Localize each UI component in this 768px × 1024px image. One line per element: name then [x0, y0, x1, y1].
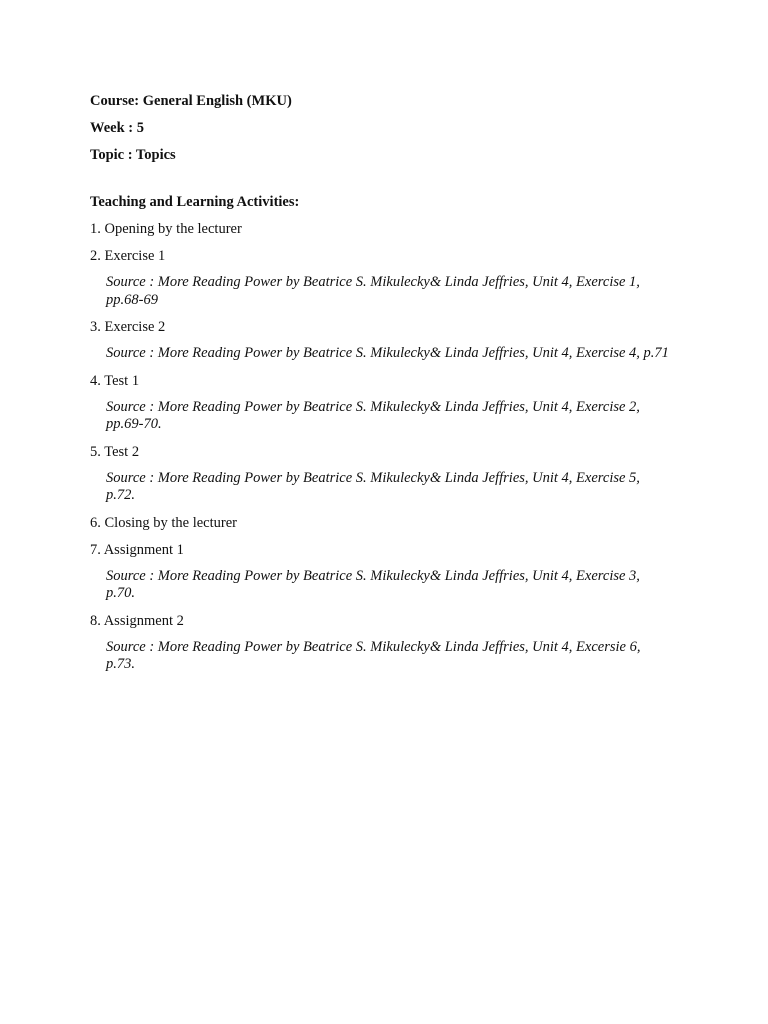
- activity-title: 5. Test 2: [90, 443, 140, 460]
- activity-item: [90, 372, 680, 434]
- activity-item: [90, 443, 680, 505]
- activity-item: [90, 247, 680, 309]
- activity-item: [90, 612, 680, 674]
- topic-line: Topic : Topics: [90, 147, 176, 163]
- document-page: [90, 92, 680, 683]
- course-line: Course: General English (MKU): [90, 93, 292, 109]
- activity-source: Source : More Reading Power by Beatrice S. Mikulecky& Linda Jeffries, Unit 4, Excersie 6, p.73.: [106, 638, 641, 672]
- activity-item: [90, 318, 680, 363]
- activity-item: [90, 514, 680, 532]
- activity-source: Source : More Reading Power by Beatrice S. Mikulecky& Linda Jeffries, Unit 4, Exercise 2, pp.69-70.: [106, 398, 640, 432]
- section-heading: Teaching and Learning Activities:: [90, 194, 300, 210]
- activity-item: [90, 220, 680, 238]
- activity-source: Source : More Reading Power by Beatrice S. Mikulecky& Linda Jeffries, Unit 4, Exercise 4, p.71: [106, 345, 669, 361]
- activity-title: 4. Test 1: [90, 372, 140, 389]
- activity-source: Source : More Reading Power by Beatrice S. Mikulecky& Linda Jeffries, Unit 4, Exercise 5, p.72.: [106, 469, 640, 503]
- activity-title: 7. Assignment 1: [90, 541, 184, 558]
- activity-title: 1. Opening by the lecturer: [90, 221, 242, 237]
- week-line: Week : 5: [90, 120, 144, 136]
- activity-title: 2. Exercise 1: [90, 248, 166, 264]
- activity-title: 3. Exercise 2: [90, 319, 166, 335]
- activity-title: 8. Assignment 2: [90, 612, 184, 629]
- activity-source: Source : More Reading Power by Beatrice S. Mikulecky& Linda Jeffries, Unit 4, Exercise 1, pp.68-69: [106, 274, 640, 308]
- activity-source: Source : More Reading Power by Beatrice S. Mikulecky& Linda Jeffries, Unit 4, Exercise 3, p.70.: [106, 567, 640, 601]
- activity-item: [90, 541, 680, 603]
- activity-title: 6. Closing by the lecturer: [90, 514, 237, 531]
